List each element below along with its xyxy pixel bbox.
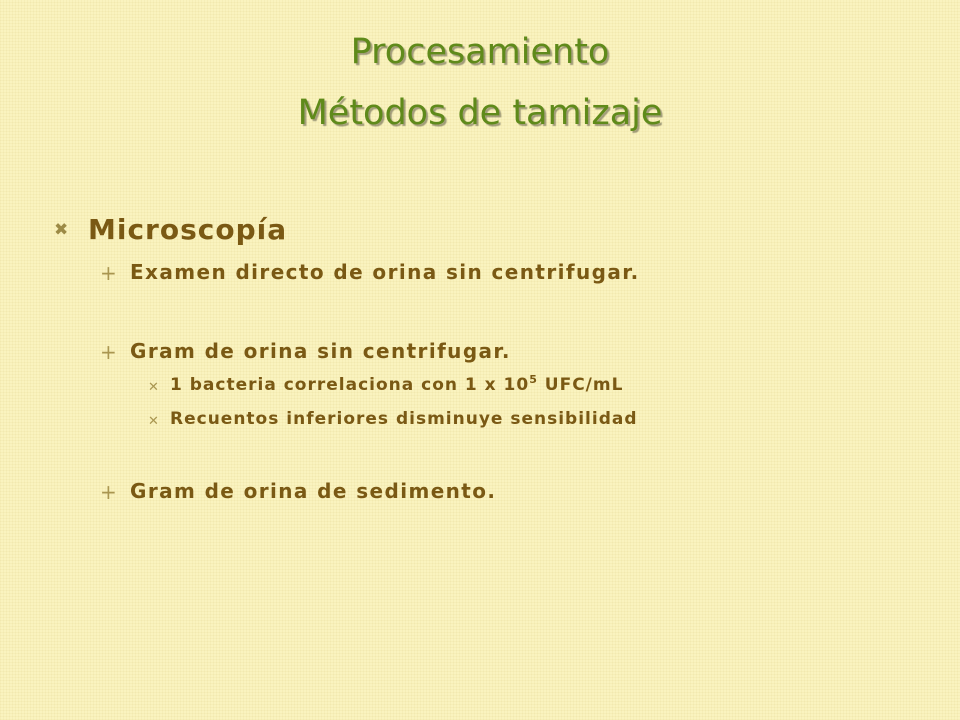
bullet-label: Microscopía [88, 213, 288, 246]
exponent: 5 [529, 373, 538, 386]
subbullet-label: Gram de orina sin centrifugar. [130, 339, 511, 363]
x-mark-icon: ✕ [148, 380, 159, 395]
label-suffix: UFC/mL [537, 375, 624, 395]
x-mark-icon: ✕ [148, 414, 159, 429]
plus-icon: + [100, 340, 117, 364]
slide-title-line-2: Métodos de tamizaje [297, 93, 663, 133]
label-prefix: 1 bacteria correlaciona con 1 x 10 [170, 375, 530, 395]
slide-title-line-1: Procesamiento [350, 32, 610, 72]
subbullet-label: Examen directo de orina sin centrifugar. [130, 260, 640, 284]
plus-icon: + [100, 261, 117, 285]
plus-icon: + [100, 480, 117, 504]
subsubbullet-label: Recuentos inferiores disminuye sensibilidad [170, 409, 638, 429]
subbullet-label: Gram de orina de sedimento. [130, 479, 497, 503]
subsubbullet-label [170, 374, 623, 396]
x-mark-icon: ✖ [54, 220, 69, 240]
